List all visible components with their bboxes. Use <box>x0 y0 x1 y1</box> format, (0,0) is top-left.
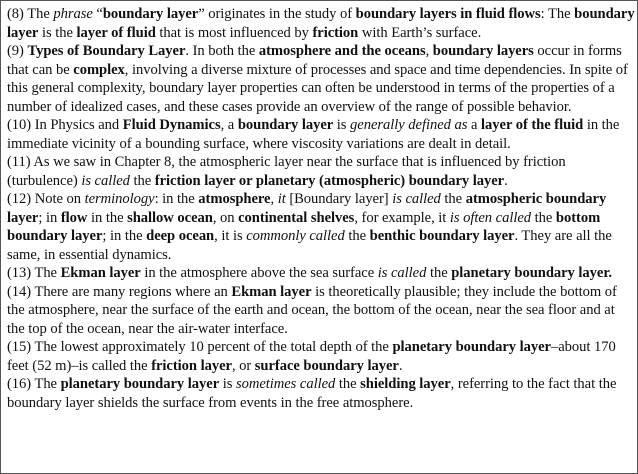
text-run: is theoretically plausible; they include the bottom of the atmosphere, near the surface of the earth and ocean, the bottom of the ocean, near the sea floor and at the top of the ocean, near the air-water interface. <box>7 283 617 337</box>
text-run: (12) Note on <box>7 191 85 207</box>
text-run: . In both the <box>185 43 259 59</box>
paragraph-9 <box>7 42 635 116</box>
paragraph-10 <box>7 116 635 153</box>
bold-text: boundary layer <box>7 6 635 41</box>
text-run: the <box>344 228 370 244</box>
text-run: is <box>333 117 351 133</box>
text-run: in the atmosphere above the sea surface <box>140 265 378 281</box>
text-run: (13) The <box>7 265 61 281</box>
bold-text: continental shelves <box>238 209 355 226</box>
text-run: , <box>270 191 278 207</box>
text-run: the <box>440 191 466 207</box>
text-run: is <box>219 376 236 392</box>
bold-text: shallow ocean <box>127 209 213 226</box>
bold-text: boundary layer <box>102 6 199 22</box>
text-run: with Earth’s surface. <box>358 24 482 41</box>
text-run: , referring to the fact that the boundary layer shields the surface from events in the free atmosphere. <box>7 376 617 411</box>
bold-text: flow <box>60 209 88 226</box>
bold-text: shielding layer <box>360 376 451 392</box>
italic-text: phrase <box>53 6 93 22</box>
text-run: , <box>425 43 433 59</box>
bold-text: surface boundary layer <box>254 357 399 374</box>
bold-text: atmosphere <box>198 191 271 207</box>
bold-text: boundary layer <box>237 117 334 133</box>
text-run: in the immediate vicinity of a bounding surface, where viscosity variations are dealt in detail. <box>7 117 620 152</box>
text-run: [Boundary layer] <box>285 191 393 207</box>
paragraph-13 <box>7 264 635 283</box>
paragraph-14 <box>7 283 635 339</box>
paragraph-12 <box>7 190 635 264</box>
italic-text: terminology <box>84 191 155 207</box>
text-run: the <box>335 376 361 392</box>
text-run: (15) The lowest approximately 10 percent of the total depth of the <box>7 339 393 355</box>
text-run: , a <box>220 117 238 133</box>
text-run: (8) The <box>7 6 54 22</box>
bold-text: planetary boundary layer. <box>451 265 613 281</box>
text-run: ; in the <box>102 228 147 244</box>
bold-text: Types of Boundary Layer <box>27 43 186 59</box>
text-run: ; in <box>38 209 61 226</box>
paragraph-15 <box>7 338 635 375</box>
bold-text: atmospheric boundary layer <box>7 191 607 226</box>
bold-text: boundary layers <box>432 43 534 59</box>
bold-text: deep ocean <box>146 228 215 244</box>
italic-text: is called <box>377 265 427 281</box>
bold-text: atmosphere and the oceans <box>258 43 426 59</box>
text-run: that is most influenced by <box>155 24 313 41</box>
text-run: , it is <box>214 228 247 244</box>
italic-text: is called <box>81 172 130 189</box>
bold-text: complex <box>73 61 125 78</box>
bold-text: Ekman layer <box>60 265 141 281</box>
text-run: : in the <box>154 191 199 207</box>
italic-text: is called <box>392 191 441 207</box>
document-body <box>7 5 635 412</box>
bold-text: boundary layers in fluid flows <box>355 6 541 22</box>
text-run: (10) In Physics and <box>7 117 123 133</box>
text-run: , involving a diverse mixture of processes and space and time dependencies. In spite of this general complexity, boundary layer properties can often be understood in terms of the properties of a number of idealized cases, and these cases provide an overview of the range of possible behavior. <box>7 61 628 115</box>
text-run: a <box>467 117 482 133</box>
italic-text: it <box>277 191 286 207</box>
bold-text: Fluid Dynamics <box>122 117 221 133</box>
bold-text: planetary boundary layer <box>60 376 220 392</box>
text-run: (9) <box>7 43 28 59</box>
text-run: in the <box>87 209 128 226</box>
text-run: . They are all the same, in essential dynamics. <box>7 228 612 263</box>
bold-text: Ekman layer <box>231 283 312 300</box>
text-run: . <box>504 172 508 189</box>
italic-text: sometimes called <box>235 376 336 392</box>
text-run: , on <box>212 209 239 226</box>
italic-text: commonly called <box>246 228 345 244</box>
text-run: the <box>531 209 556 226</box>
text-run: : The <box>540 6 575 22</box>
text-run: the <box>426 265 452 281</box>
text-run: . <box>398 357 403 374</box>
paragraph-16 <box>7 375 635 412</box>
text-run: –about 170 feet (52 m)–is called the <box>7 339 616 374</box>
text-run: ” originates in the study of <box>198 6 356 22</box>
bold-text: friction layer <box>151 357 232 374</box>
bold-text: benthic boundary layer <box>369 228 515 244</box>
text-run: the <box>129 172 155 189</box>
italic-text: generally defined as <box>350 117 468 133</box>
text-run: , for example, it <box>354 209 450 226</box>
bold-text: planetary boundary layer <box>392 339 551 355</box>
text-run: occur in forms that can be <box>7 43 622 78</box>
text-run: “ <box>92 6 103 22</box>
text-run: is the <box>38 24 77 41</box>
italic-text: is often called <box>449 209 532 226</box>
bold-text: friction layer or planetary (atmospheric) boundary layer <box>154 172 505 189</box>
bold-text: layer of the fluid <box>481 117 584 133</box>
text-run: , or <box>231 357 255 374</box>
text-run: (11) As we saw in Chapter 8, the atmospheric layer near the surface that is influenced by friction (turbulence) <box>7 154 566 189</box>
paragraph-8 <box>7 5 635 42</box>
paragraph-11 <box>7 153 635 190</box>
bold-text: friction <box>312 24 359 41</box>
bold-text: bottom boundary layer <box>7 209 601 244</box>
bold-text: layer of fluid <box>76 24 156 41</box>
text-run: (14) There are many regions where an <box>7 283 232 300</box>
text-run: (16) The <box>7 376 61 392</box>
